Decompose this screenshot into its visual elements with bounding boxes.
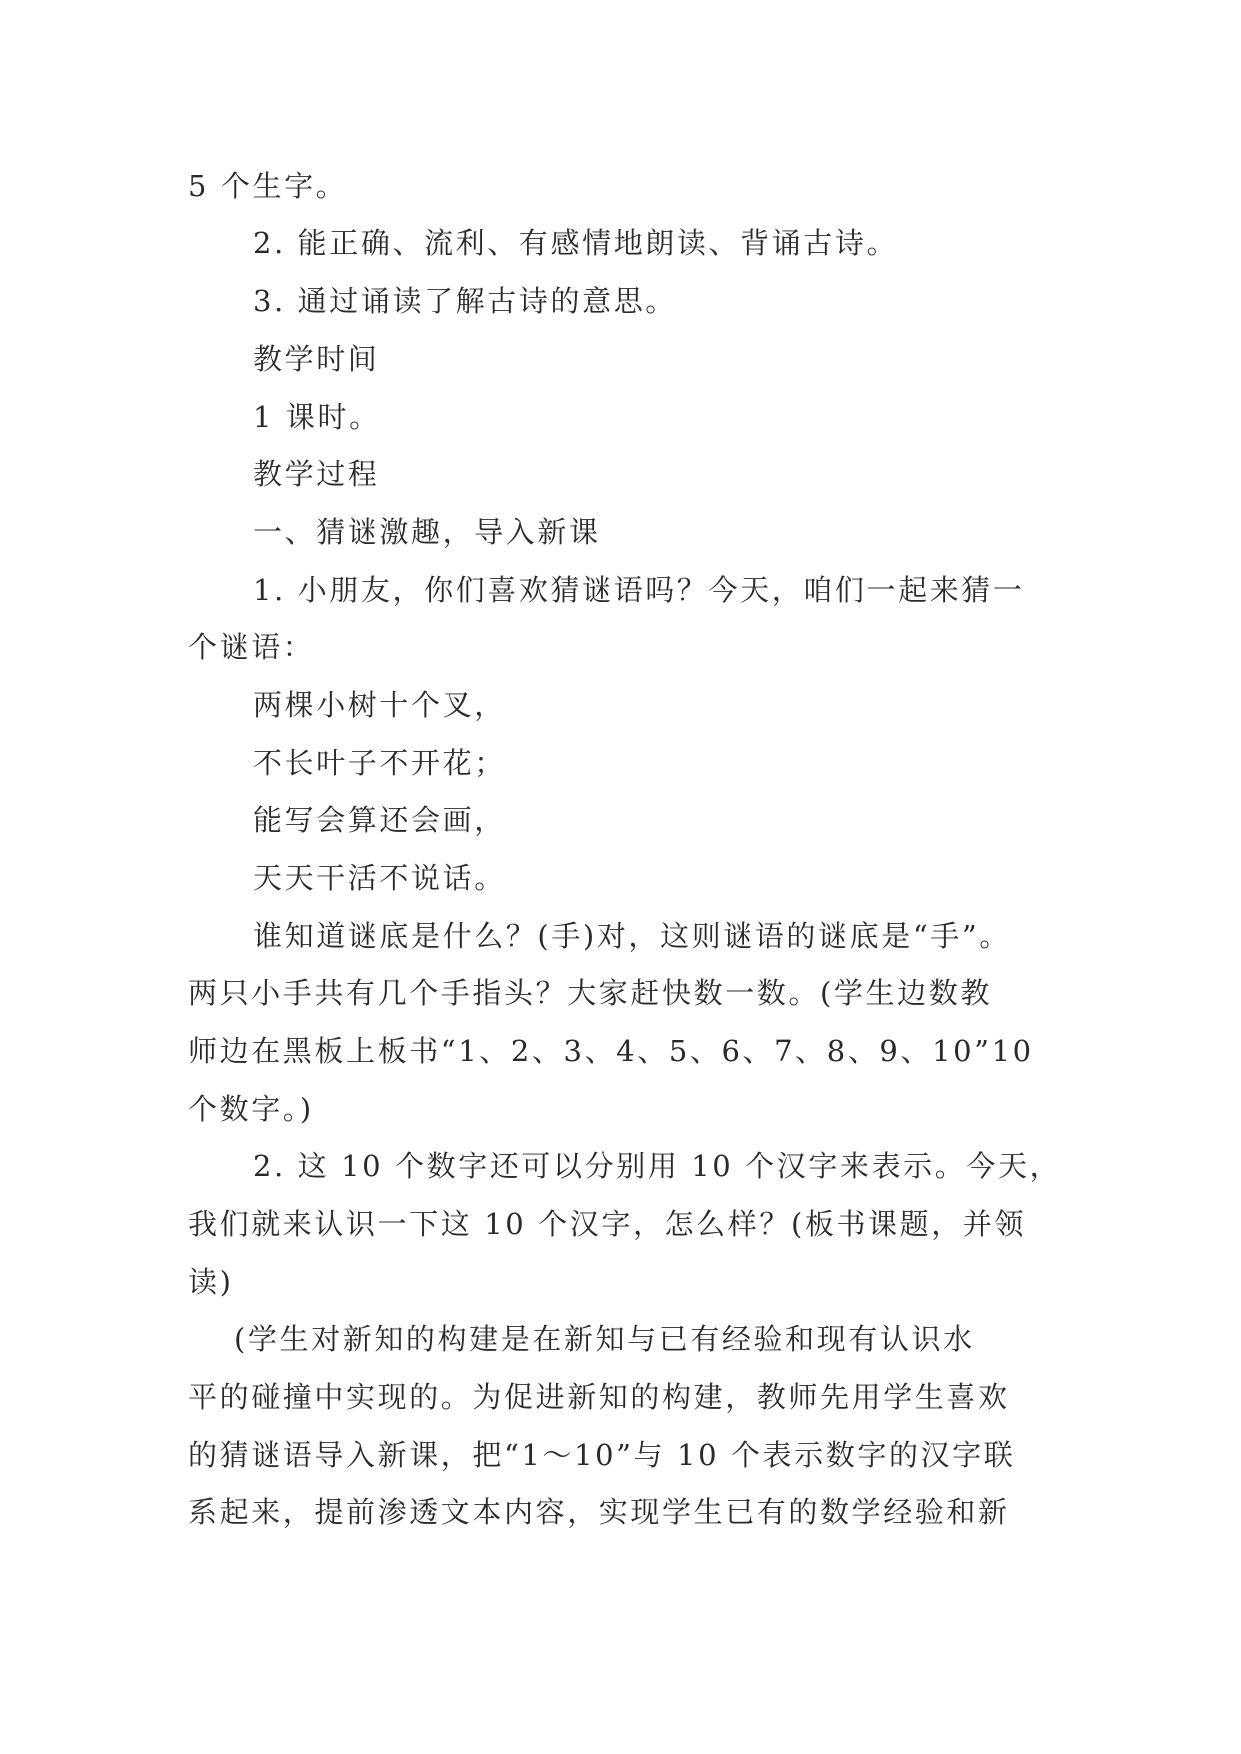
text-line: 两只小手共有几个手指头？大家赶快数一数。(学生边数教 bbox=[188, 976, 992, 1010]
text-line: 个数字。) bbox=[188, 1092, 314, 1126]
text-line: 的猜谜语导入新课，把“1～10”与 10 个表示数字的汉字联 bbox=[188, 1438, 1016, 1472]
text-line: 1. 小朋友，你们喜欢猜谜语吗？今天，咱们一起来猜一 bbox=[253, 573, 1025, 607]
section-heading: 教学时间 bbox=[253, 342, 380, 376]
text-line: 平的碰撞中实现的。为促进新知的构建，教师先用学生喜欢 bbox=[188, 1380, 1010, 1414]
text-line: 读) bbox=[188, 1265, 234, 1299]
text-line: 谁知道谜底是什么？(手)对，这则谜语的谜底是“手”。 bbox=[253, 919, 1011, 953]
text-line: 5 个生字。 bbox=[188, 169, 348, 203]
section-heading: 一、猜谜激趣，导入新课 bbox=[253, 515, 601, 549]
text-line: 个谜语： bbox=[188, 630, 315, 664]
riddle-line: 两棵小树十个叉， bbox=[253, 688, 506, 722]
text-line: 我们就来认识一下这 10 个汉字，怎么样？(板书课题，并领 bbox=[188, 1207, 1027, 1241]
text-line: 2. 能正确、流利、有感情地朗读、背诵古诗。 bbox=[253, 226, 899, 260]
riddle-line: 能写会算还会画， bbox=[253, 803, 506, 837]
text-line: (学生对新知的构建是在新知与已有经验和现有认识水 bbox=[234, 1322, 975, 1356]
riddle-line: 不长叶子不开花； bbox=[253, 746, 506, 780]
text-line: 3. 通过诵读了解古诗的意思。 bbox=[253, 284, 677, 318]
text-line: 2. 这 10 个数字还可以分别用 10 个汉字来表示。今天， bbox=[253, 1149, 1062, 1183]
text-line: 师边在黑板上板书“1、2、3、4、5、6、7、8、9、10”10 bbox=[188, 1034, 1034, 1068]
riddle-line: 天天干活不说话。 bbox=[253, 861, 506, 895]
text-line: 1 课时。 bbox=[253, 400, 381, 434]
text-line: 系起来，提前渗透文本内容，实现学生已有的数学经验和新 bbox=[188, 1495, 1010, 1529]
section-heading: 教学过程 bbox=[253, 457, 380, 491]
